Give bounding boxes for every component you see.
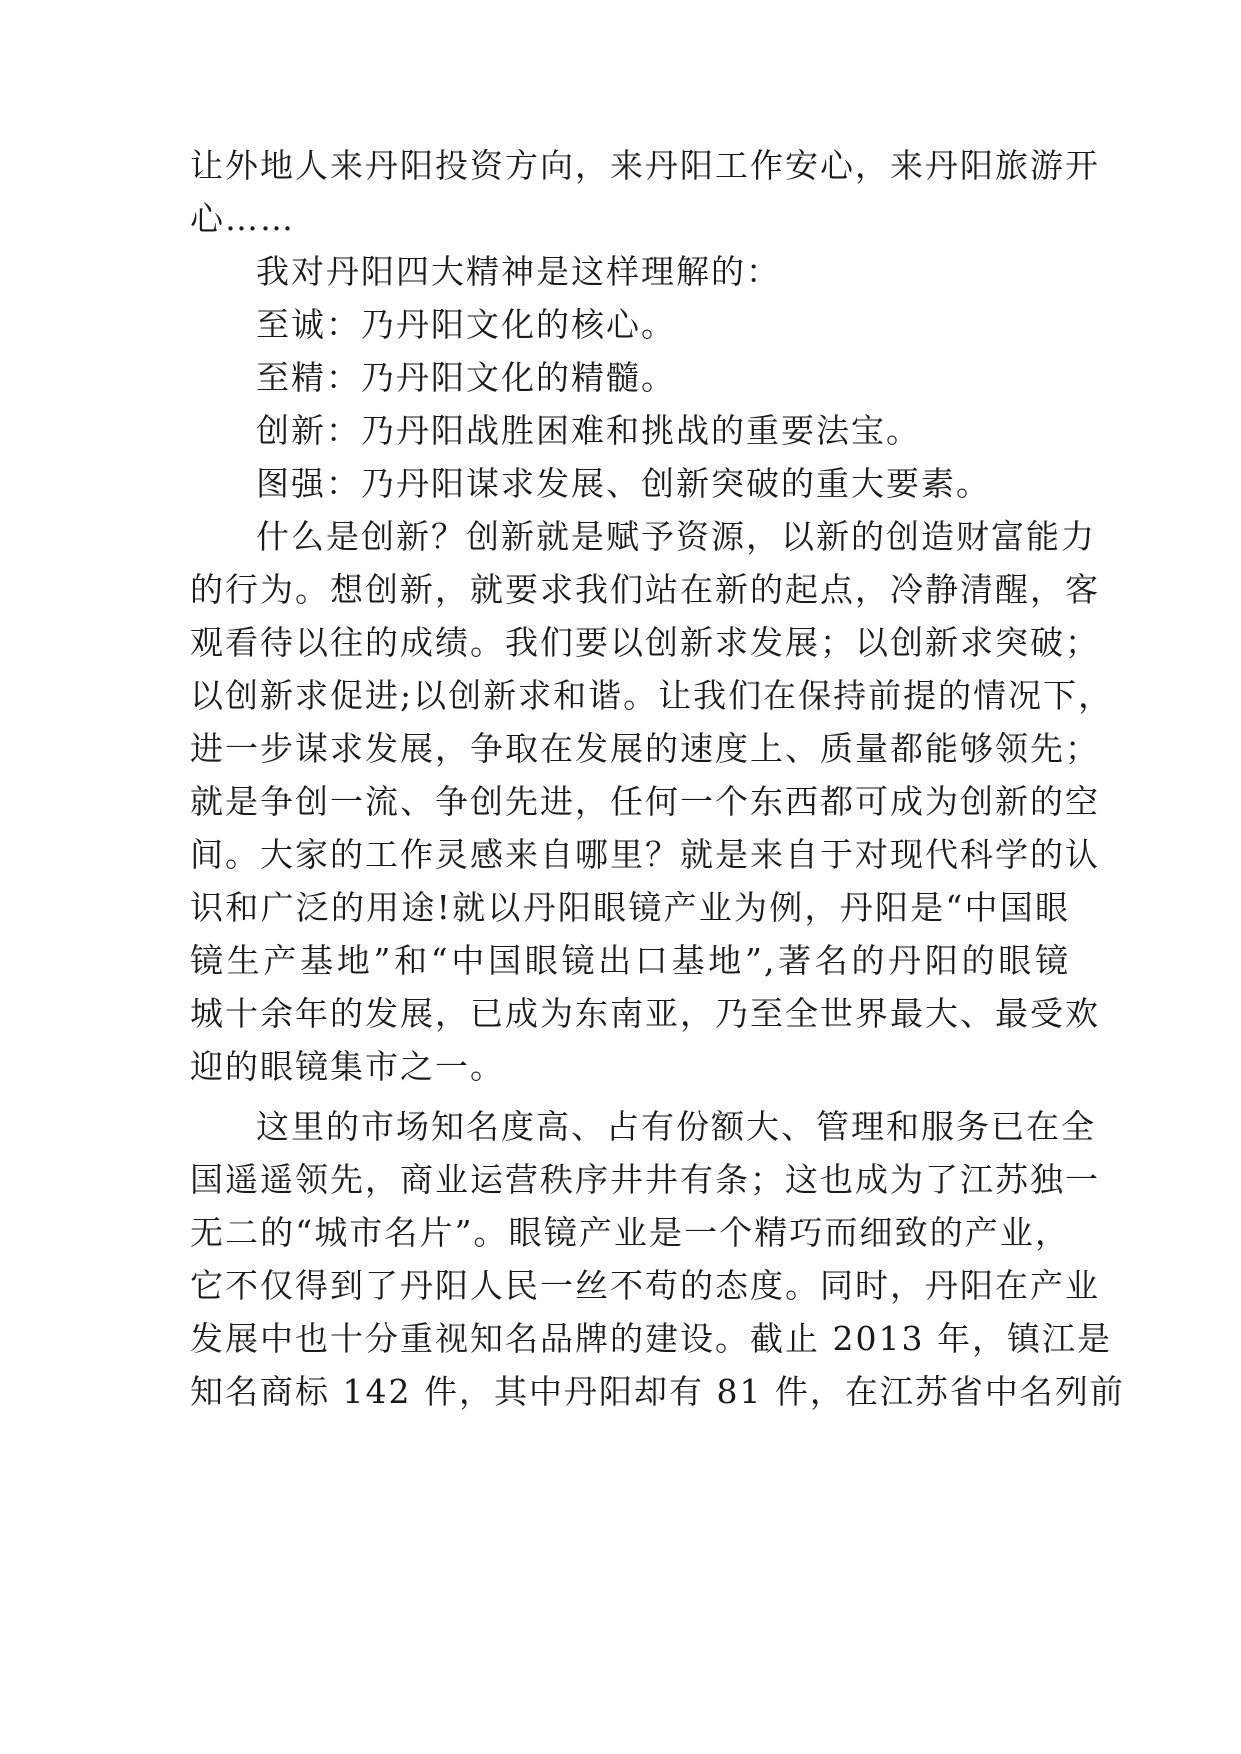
text-line: 知名商标 142 件，其中丹阳却有 81 件，在江苏省中名列前 [190, 1372, 1125, 1411]
text-line: 无二的“城市名片”。眼镜产业是一个精巧而细致的产业， [190, 1213, 1070, 1252]
text-line: 它不仅得到了丹阳人民一丝不苟的态度。同时，丹阳在产业 [190, 1266, 1100, 1305]
text-line: 观看待以往的成绩。我们要以创新求发展；以创新求突破； [190, 623, 1100, 662]
text-line: 迎的眼镜集市之一。 [190, 1047, 505, 1086]
text-line: 图强：乃丹阳谋求发展、创新突破的重大要素。 [256, 464, 991, 503]
text-line: 什么是创新？创新就是赋予资源，以新的创造财富能力 [256, 517, 1096, 556]
text-line: 国遥遥领先，商业运营秩序井井有条；这也成为了江苏独一 [190, 1160, 1100, 1199]
text-line: 我对丹阳四大精神是这样理解的： [256, 252, 781, 291]
text-line: 发展中也十分重视知名品牌的建设。截止 2013 年，镇江是 [190, 1319, 1112, 1358]
text-line: 识和广泛的用途!就以丹阳眼镜产业为例，丹阳是“中国眼 [190, 888, 1070, 927]
text-line: 以创新求促进;以创新求和谐。让我们在保持前提的情况下， [190, 676, 1114, 715]
text-line: 镜生产基地”和“中国眼镜出口基地”,著名的丹阳的眼镜 [190, 941, 1070, 980]
text-line: 创新：乃丹阳战胜困难和挑战的重要法宝。 [256, 411, 921, 450]
text-line: 的行为。想创新，就要求我们站在新的起点，冷静清醒，客 [190, 570, 1100, 609]
text-line: 至精：乃丹阳文化的精髓。 [256, 358, 676, 397]
text-line: 心…… [190, 199, 295, 238]
text-line: 至诚：乃丹阳文化的核心。 [256, 305, 676, 344]
text-line: 进一步谋求发展，争取在发展的速度上、质量都能够领先； [190, 729, 1100, 768]
text-line: 这里的市场知名度高、占有份额大、管理和服务已在全 [256, 1107, 1096, 1146]
text-line: 让外地人来丹阳投资方向，来丹阳工作安心，来丹阳旅游开 [190, 146, 1100, 185]
text-line: 就是争创一流、争创先进，任何一个东西都可成为创新的空 [190, 782, 1100, 821]
text-line: 间。大家的工作灵感来自哪里？就是来自于对现代科学的认 [190, 835, 1100, 874]
text-line: 城十余年的发展，已成为东南亚，乃至全世界最大、最受欢 [190, 994, 1100, 1033]
